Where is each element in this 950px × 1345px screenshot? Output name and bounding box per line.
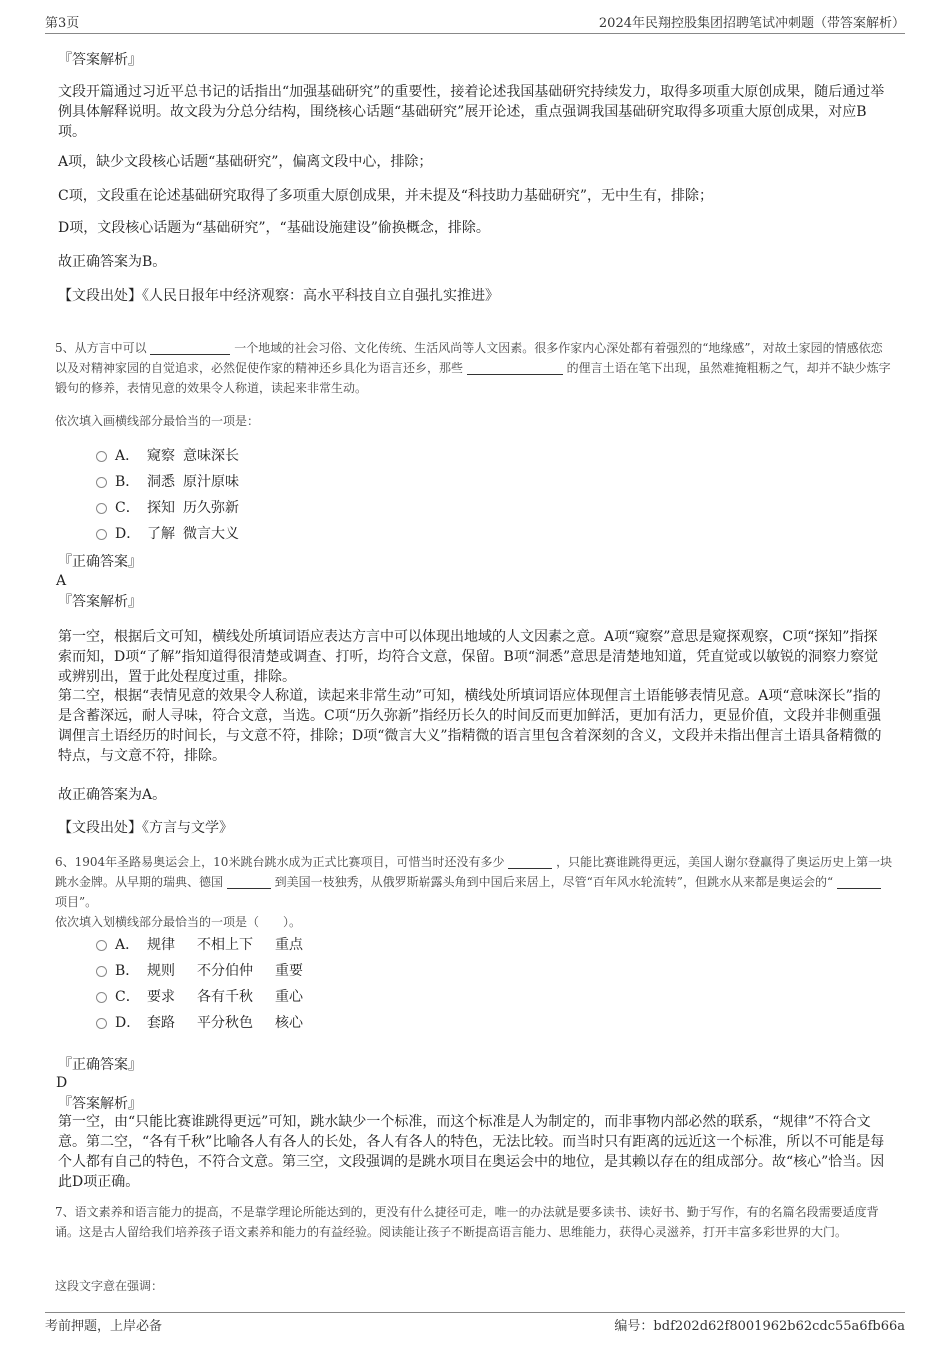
radio-icon[interactable]	[96, 477, 107, 488]
q5-stem	[55, 338, 893, 398]
q5-option-a[interactable]: A． 窥察 意味深长	[96, 446, 261, 466]
q4-analysis-p1: 文段开篇通过习近平总书记的话指出“加强基础研究”的重要性，接着论述我国基础研究持续发力，取得多项重大原创成果，随后通过举例具体解释说明。故文段为分总分结构，围绕核心话题“基础研究”展开论述，重点强调我国基础研究取得多项重大原创成果，对应B项。	[58, 84, 885, 140]
q6-option-c[interactable]: C． 要求 各有千秋 重心	[96, 987, 325, 1007]
q6-blank-2	[227, 876, 271, 889]
page-header	[45, 12, 905, 32]
q6-blank-1	[508, 856, 552, 869]
q5-option-c[interactable]: C． 探知 历久弥新	[96, 498, 261, 518]
q6-analysis-label: 『答案解析』	[58, 1096, 142, 1112]
q6-prompt: 依次填入划横线部分最恰当的一项是（ ）。	[55, 915, 302, 929]
footer-divider	[45, 1312, 905, 1313]
q6-stem	[55, 852, 893, 912]
q5-analysis-p2: 第二空，根据“表情见意的效果令人称道，读起来非常生动”可知，横线处所填词语应体现俚言土语能够表情见意。A项“意味深长”指的是含蓄深远，耐人寻味，符合文意，当选。C项“历久弥新”指经历长久的时间反而更加鲜活，更加有活力，更显价值，文段并非侧重强调俚言土语经历的时间长，与文意不符，排除；D项“微言大义”指精微的语言里包含着深刻的含义，文段并未指出俚言土语具备精微的特点，与文意不符，排除。	[58, 688, 882, 764]
q5-option-d[interactable]: D． 了解 微言大义	[96, 524, 261, 544]
radio-icon[interactable]	[96, 940, 107, 951]
q5-answer: A	[56, 573, 67, 589]
header-divider	[45, 33, 905, 34]
q6-stem-part3: 到美国一枝独秀，从俄罗斯崭露头角到中国后来居上，尽管“百年风水轮流转”，但跳水从来都是奥运会的“	[274, 875, 834, 889]
page-number: 第3页	[45, 16, 80, 31]
q5-blank-1	[150, 342, 230, 355]
q6-blank-3	[837, 876, 881, 889]
q5-analysis-label: 『答案解析』	[58, 594, 142, 610]
q6-analysis-p1: 第一空，由“只能比赛谁跳得更远”可知，跳水缺少一个标准，而这个标准是人为制定的，而非事物内部必然的联系，“规律”不符合文意。第二空，“各有千秋”比喻各人有各人的长处，各人有各人的特色，无法比较。而当时只有距离的远近这一个标准，所以不可能是每个人都有自己的特色，不符合文意。第三空，文段强调的是跳水项目在奥运会中的地位，是其赖以存在的组成部分。故“核心”恰当。因此D项正确。	[58, 1114, 885, 1190]
q5-stem-part1: 5、从方言中可以	[55, 341, 147, 355]
q4-analysis-label: 『答案解析』	[58, 52, 142, 68]
radio-icon[interactable]	[96, 966, 107, 977]
q4-analysis-option-a: A项，缺少文段核心话题“基础研究”，偏离文段中心，排除；	[58, 154, 433, 170]
q7-stem: 7、语文素养和语言能力的提高，不是靠学理论所能达到的，更没有什么捷径可走，唯一的办法就是要多读书、读好书、勤于写作，有的名篇名段需要适度背诵。这是古人留给我们培养孩子语文素养和能力的有益经验。阅读能让孩子不断提高语言能力、思维能力，获得心灵滋养，打开丰富多彩世界的大门。	[55, 1205, 879, 1239]
q4-source: 【文段出处】《人民日报年中经济观察：高水平科技自立自强扎实推进》	[58, 288, 499, 304]
q4-analysis-option-c: C项，文段重在论述基础研究取得了多项重大原创成果，并未提及“科技助力基础研究”，无中生有，排除；	[58, 188, 714, 204]
q5-analysis-p1: 第一空，根据后文可知，横线处所填词语应表达方言中可以体现出地域的人文因素之意。A项“窥察”意思是窥探观察，C项“探知”指探索而知，D项“了解”指知道得很清楚或调查、打听，均符合文意，保留。B项“洞悉”意思是清楚地知道，凭直觉或以敏锐的洞察力察觉或辨别出，置于此处程度过重，排除。	[58, 629, 879, 685]
q5-source: 【文段出处】《方言与文学》	[58, 820, 233, 836]
q6-stem-part4: 项目”。	[55, 895, 98, 909]
radio-icon[interactable]	[96, 1018, 107, 1029]
q4-analysis-option-d: D项，文段核心话题为“基础研究”，“基础设施建设”偷换概念，排除。	[58, 220, 490, 236]
q5-stem-part2: 一个地域的社会习俗、文化传统、生活风尚等人文因素。很多作家内心深处都有着强烈的“地缘感”，对故土家园的情感依恋以及对精神家园的自觉追求，必然促使作家的精神还乡具化为语言还乡，那些	[55, 341, 883, 375]
radio-icon[interactable]	[96, 503, 107, 514]
document-id: 编号：bdf202d62f8001962b62cdc55a6fb66a	[614, 1319, 905, 1334]
radio-icon[interactable]	[96, 529, 107, 540]
q6-option-a[interactable]: A． 规律 不相上下 重点	[96, 935, 325, 955]
radio-icon[interactable]	[96, 451, 107, 462]
document-title: 2024年民翔控股集团招聘笔试冲刺题（带答案解析）	[598, 16, 905, 31]
q5-prompt: 依次填入画横线部分最恰当的一项是：	[55, 414, 260, 428]
q5-answer-label: 『正确答案』	[58, 554, 142, 570]
q6-stem-part2: ，只能比赛谁跳得更远，美国人谢尔登赢得了奥运历史上第一块跳水金牌。从早期的瑞典、德国	[55, 855, 893, 889]
q4-conclusion: 故正确答案为B。	[58, 254, 167, 270]
q6-answer: D	[56, 1075, 68, 1091]
q5-conclusion: 故正确答案为A。	[58, 787, 167, 803]
footer-slogan: 考前押题，上岸必备	[45, 1319, 163, 1334]
q6-stem-part1: 6、1904年圣路易奥运会上，10米跳台跳水成为正式比赛项目，可惜当时还没有多少	[55, 855, 505, 869]
q7-prompt: 这段文字意在强调：	[55, 1279, 164, 1293]
q6-option-b[interactable]: B． 规则 不分伯仲 重要	[96, 961, 325, 981]
q5-option-b[interactable]: B． 洞悉 原汁原味	[96, 472, 261, 492]
radio-icon[interactable]	[96, 992, 107, 1003]
q5-stem-part3: 的俚言土语在笔下出现，虽然难掩粗粝之气，却并不缺少炼字锻句的修养，表情见意的效果令人称道，读起来非常生动。	[55, 361, 891, 395]
q5-blank-2	[467, 362, 563, 375]
q6-answer-label: 『正确答案』	[58, 1057, 142, 1073]
q6-option-d[interactable]: D． 套路 平分秋色 核心	[96, 1013, 325, 1033]
